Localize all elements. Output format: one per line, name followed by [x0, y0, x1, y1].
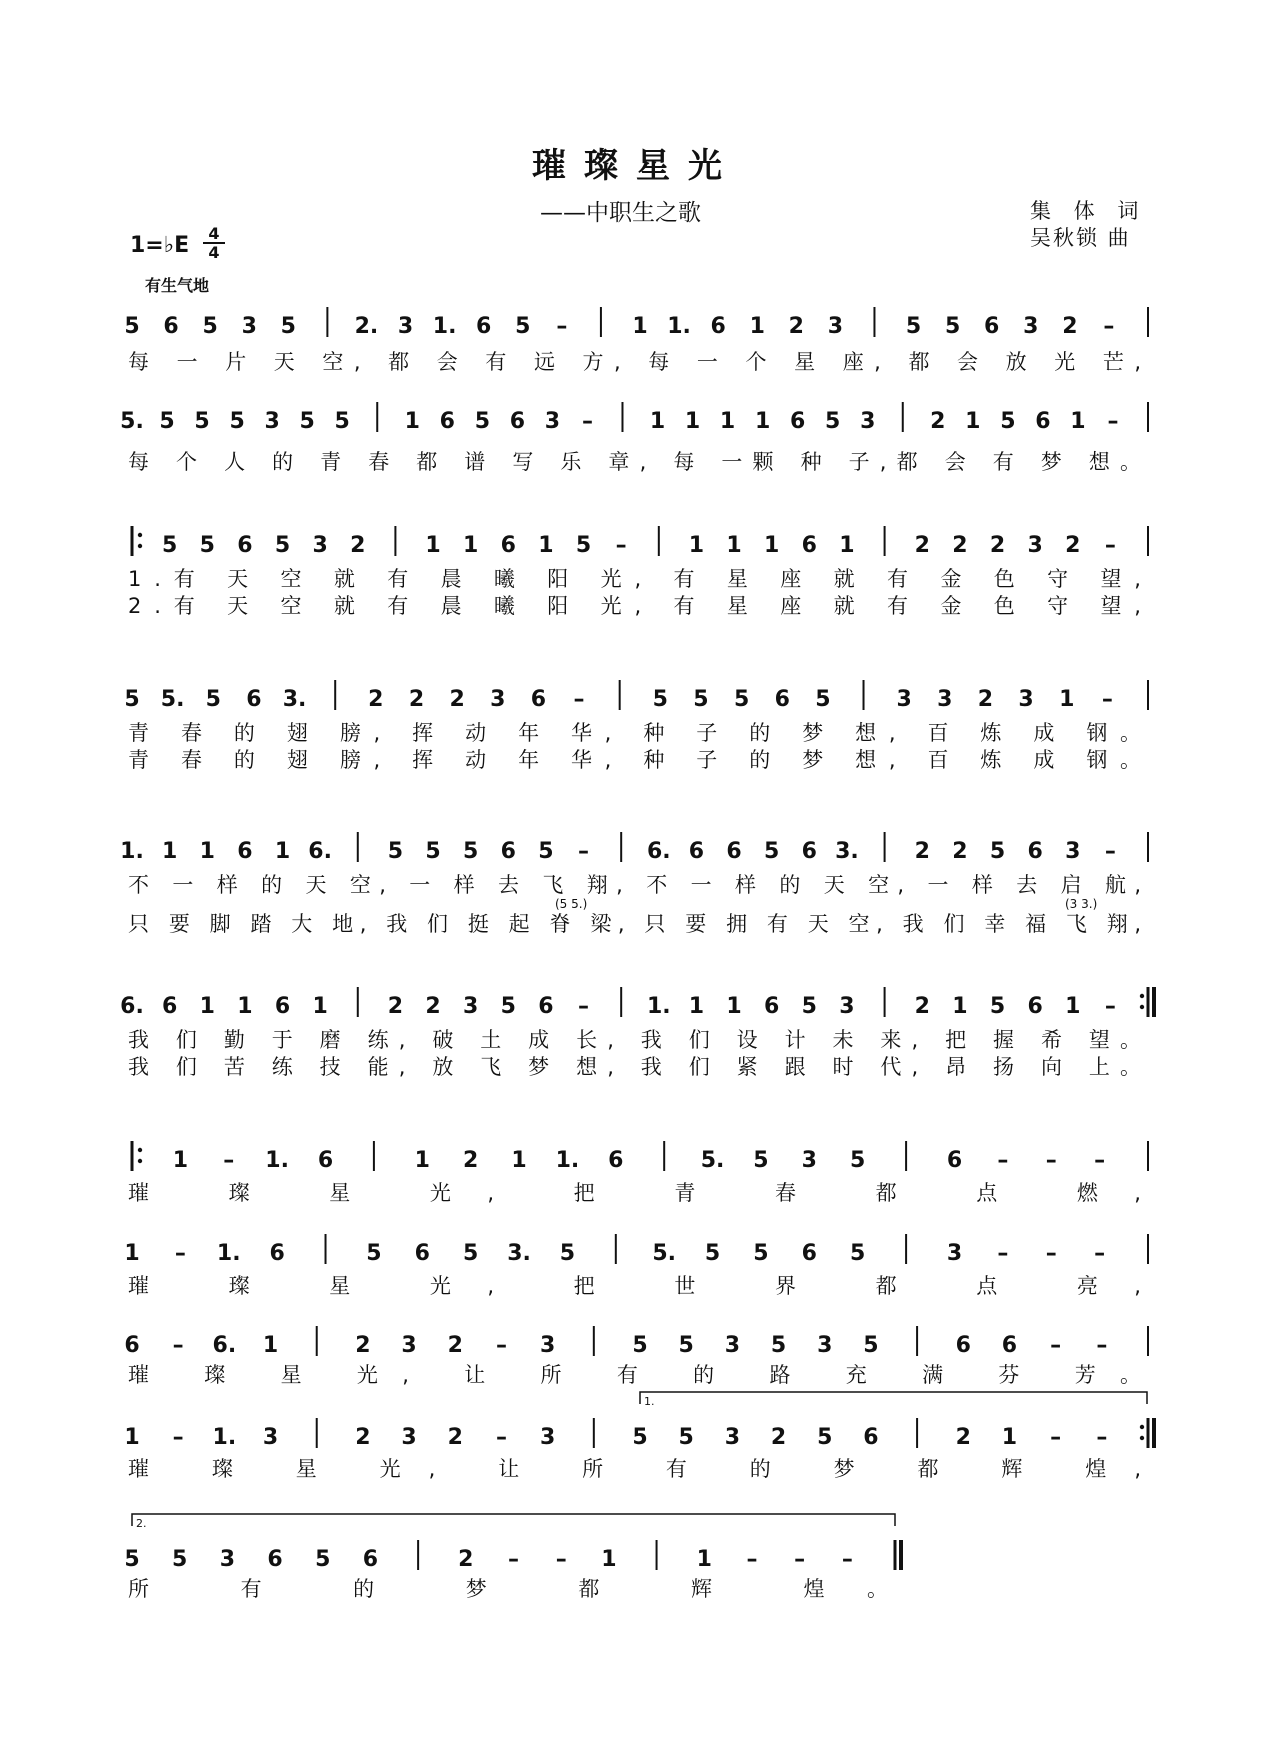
- note: 5: [500, 994, 516, 1019]
- note: 6: [1035, 409, 1051, 434]
- note: 2: [955, 1425, 971, 1450]
- note: 6: [163, 314, 179, 339]
- note: –: [578, 839, 590, 864]
- note: 1: [124, 1425, 140, 1450]
- note: 3: [463, 994, 479, 1019]
- note: 3.: [507, 1241, 531, 1266]
- note: –: [1104, 994, 1116, 1019]
- note: 5: [515, 314, 531, 339]
- note: 1: [649, 409, 666, 434]
- song-subtitle: ——中职生之歌: [540, 200, 701, 226]
- note: 2: [425, 994, 441, 1019]
- note: 1: [414, 1148, 430, 1173]
- note: 5: [678, 1333, 694, 1358]
- lyric-line: 所 有 的 梦 都 辉 煌。: [128, 1577, 889, 1601]
- note: 1: [463, 533, 479, 558]
- note: 1.: [432, 314, 457, 339]
- repeat-dot: [1140, 1005, 1144, 1009]
- lyric-line: 只 要 脚 踏 大 地, 我 们 挺 起 脊 梁, 只 要 拥 有 天 空, 我 们 幸 福 飞 翔,: [128, 912, 1142, 936]
- note: 2: [930, 409, 946, 434]
- note: 5: [299, 409, 315, 434]
- note: 1: [688, 994, 705, 1019]
- note: –: [997, 1148, 1009, 1173]
- note: 6.: [308, 839, 332, 864]
- note: 6.: [120, 994, 144, 1019]
- note: 1: [172, 1148, 189, 1173]
- note: 6: [801, 839, 817, 864]
- note: –: [1104, 533, 1116, 558]
- lyric-line: 我 们 勤 于 磨 练, 破 土 成 长, 我 们 设 计 未 来, 把 握 希 望。: [128, 1028, 1141, 1052]
- lyric-line: 璀 璨 星 光, 让 所 有 的 路 充 满 芬 芳。: [128, 1363, 1141, 1387]
- note: 1: [199, 839, 215, 864]
- note: 5: [538, 839, 554, 864]
- note: 6: [608, 1148, 624, 1173]
- note: 2: [355, 1333, 371, 1358]
- note: 6: [774, 687, 790, 712]
- note: –: [172, 1425, 184, 1450]
- note: 2: [1065, 533, 1081, 558]
- note: 1: [696, 1547, 712, 1572]
- note: 1: [754, 409, 771, 434]
- note: 6: [237, 839, 253, 864]
- note: 6.: [212, 1333, 237, 1358]
- note: 5: [474, 409, 491, 434]
- note: 6: [538, 994, 554, 1019]
- note: 2: [368, 687, 384, 712]
- note: 3: [1023, 314, 1039, 339]
- repeat-dot: [1140, 1425, 1144, 1429]
- note: 1.: [120, 839, 144, 864]
- note: 2: [770, 1425, 787, 1450]
- note: 2: [788, 314, 804, 339]
- lyric-line: 璀 璨 星 光, 把 世 界 都 点 亮,: [128, 1274, 1141, 1298]
- note: 1: [1001, 1425, 1018, 1450]
- lyric-line: 1.有 天 空 就 有 晨 曦 阳 光, 有 星 座 就 有 金 色 守 望,: [128, 567, 1141, 591]
- note: 5: [334, 409, 350, 434]
- note: 1.: [555, 1148, 580, 1173]
- note: 6: [764, 994, 780, 1019]
- note: –: [1094, 1241, 1106, 1266]
- note: 3: [262, 1425, 279, 1450]
- note: 5: [989, 994, 1006, 1019]
- note: –: [508, 1547, 519, 1572]
- note: 5.: [120, 409, 144, 434]
- note: –: [573, 687, 585, 712]
- note: 6: [688, 839, 705, 864]
- note: 6: [984, 314, 1000, 339]
- note: 6: [414, 1241, 430, 1266]
- note: 5: [229, 409, 245, 434]
- note: 1: [684, 409, 701, 434]
- note: 2: [458, 1547, 474, 1572]
- note: 5: [172, 1547, 188, 1572]
- note: 2: [447, 1425, 463, 1450]
- note: 6: [274, 994, 291, 1019]
- note: 5: [559, 1241, 576, 1266]
- note: 1: [1065, 994, 1081, 1019]
- note: 3: [312, 533, 328, 558]
- alternate-note-mark: (3 3.): [1065, 897, 1098, 911]
- note: 1.: [216, 1241, 241, 1266]
- note: –: [1103, 314, 1115, 339]
- note: 5: [764, 839, 780, 864]
- note: 5: [850, 1241, 866, 1266]
- note: 1: [161, 839, 178, 864]
- note: 6: [317, 1148, 334, 1173]
- lyric-line: 青 春 的 翅 膀, 挥 动 年 华, 种 子 的 梦 想, 百 炼 成 钢。: [128, 748, 1141, 772]
- note: 3: [490, 687, 506, 712]
- note: –: [1096, 1333, 1108, 1358]
- note: 3: [860, 409, 876, 434]
- note: 3: [839, 994, 855, 1019]
- note: 3.: [835, 839, 859, 864]
- note: –: [172, 1333, 184, 1358]
- note: 6: [267, 1547, 283, 1572]
- note: –: [1050, 1333, 1062, 1358]
- repeat-dot: [138, 1159, 142, 1163]
- note: –: [1096, 1425, 1108, 1450]
- note: 1: [719, 409, 736, 434]
- lyric-line: 每 一 片 天 空, 都 会 有 远 方, 每 一 个 星 座, 都 会 放 光 芒,: [128, 350, 1142, 374]
- note: 3: [896, 687, 912, 712]
- note: 2: [914, 839, 930, 864]
- note: –: [1045, 1241, 1057, 1266]
- note: 2: [914, 994, 930, 1019]
- note: –: [556, 314, 568, 339]
- note: 3: [1027, 533, 1043, 558]
- note: 1: [1059, 687, 1075, 712]
- note: 5: [124, 1547, 140, 1572]
- note: 2: [447, 1333, 463, 1358]
- note: –: [1101, 687, 1113, 712]
- note: 5: [425, 839, 441, 864]
- note: 6: [1027, 839, 1043, 864]
- alternate-note-mark: (5 5.): [555, 897, 588, 911]
- note: 6: [509, 409, 526, 434]
- note: 5: [815, 687, 831, 712]
- note: 6: [710, 314, 726, 339]
- note: 6: [500, 533, 516, 558]
- note: 2: [1062, 314, 1078, 339]
- volta-bracket: [132, 1514, 895, 1526]
- note: 5: [280, 314, 296, 339]
- note: 3: [724, 1333, 741, 1358]
- note: 1: [749, 314, 765, 339]
- note: 1: [511, 1148, 527, 1173]
- note: 1: [764, 533, 780, 558]
- note: 5: [161, 533, 178, 558]
- note: 6: [269, 1241, 285, 1266]
- repeat-dot: [138, 533, 142, 537]
- lyric-line: 每 个 人 的 青 春 都 谱 写 乐 章, 每 一颗 种 子,都 会 有 梦 想。: [128, 450, 1141, 474]
- note: 2: [952, 839, 968, 864]
- note: 5: [463, 1241, 479, 1266]
- note: –: [495, 1333, 507, 1358]
- note: 5: [678, 1425, 694, 1450]
- note: 5: [315, 1547, 331, 1572]
- note: 1.: [667, 314, 691, 339]
- note: 3: [539, 1333, 556, 1358]
- time-signature-bottom: 4: [208, 243, 220, 262]
- note: 1.: [265, 1148, 289, 1173]
- lyricist-credit: 集 体 词: [1030, 199, 1147, 223]
- note: 2: [914, 533, 930, 558]
- note: 6: [801, 533, 817, 558]
- note: 6: [1001, 1333, 1018, 1358]
- note: 2.: [354, 314, 379, 339]
- note: 6: [439, 409, 455, 434]
- note: –: [1107, 409, 1119, 434]
- note: 5: [463, 839, 479, 864]
- note: –: [1045, 1148, 1057, 1173]
- composer-credit: 吴秋锁 曲: [1030, 226, 1131, 250]
- note: 6: [863, 1425, 879, 1450]
- note: 6: [161, 994, 178, 1019]
- note: 5: [905, 314, 922, 339]
- note: 3: [1065, 839, 1081, 864]
- time-signature-top: 4: [203, 225, 225, 244]
- note: 1: [425, 533, 441, 558]
- note: 1: [274, 839, 291, 864]
- note: –: [997, 1241, 1009, 1266]
- note: 1: [404, 409, 420, 434]
- note: 5: [704, 1241, 721, 1266]
- note: 1.: [212, 1425, 237, 1450]
- note: 6: [801, 1241, 817, 1266]
- note: 6: [246, 687, 262, 712]
- song-title: 璀璨星光: [532, 146, 740, 186]
- note: 5: [652, 687, 668, 712]
- note: 3: [817, 1333, 833, 1358]
- note: 1: [726, 994, 742, 1019]
- note: 5: [825, 409, 841, 434]
- repeat-dot: [138, 544, 142, 548]
- note: –: [495, 1425, 507, 1450]
- note: –: [841, 1547, 853, 1572]
- note: 5: [366, 1241, 382, 1266]
- note: 5: [632, 1333, 648, 1358]
- note: 6: [955, 1333, 971, 1358]
- note: 1: [839, 533, 855, 558]
- note: 3.: [282, 687, 307, 712]
- note: –: [1050, 1425, 1062, 1450]
- key-signature: 1=♭E: [130, 233, 190, 258]
- note: –: [746, 1547, 758, 1572]
- note: 5: [199, 533, 215, 558]
- lyric-line: 不 一 样 的 天 空, 一 样 去 飞 翔, 不 一 样 的 天 空, 一 样 去 启 航,: [128, 873, 1141, 897]
- note: 6: [362, 1547, 379, 1572]
- note: –: [794, 1547, 806, 1572]
- note: 2: [449, 687, 465, 712]
- note: 5.: [700, 1148, 725, 1173]
- repeat-dot: [1140, 1436, 1144, 1440]
- note: 5: [387, 839, 404, 864]
- note: 1: [312, 994, 328, 1019]
- lyric-line: 璀 璨 星 光, 让 所 有 的 梦 都 辉 煌,: [128, 1457, 1141, 1481]
- note: 6: [789, 409, 806, 434]
- note: –: [581, 409, 593, 434]
- note: 5: [194, 409, 210, 434]
- note: 5: [202, 314, 218, 339]
- note: 6: [1027, 994, 1043, 1019]
- note: 5: [863, 1333, 879, 1358]
- note: 3: [937, 687, 953, 712]
- note: 1.: [646, 994, 671, 1019]
- note: 3: [827, 314, 844, 339]
- note: 5: [274, 533, 291, 558]
- note: 5: [124, 687, 140, 712]
- note: 1: [601, 1547, 617, 1572]
- note: 5: [205, 687, 221, 712]
- note: 2: [989, 533, 1006, 558]
- note: 3: [724, 1425, 741, 1450]
- note: 2: [952, 533, 968, 558]
- note: 6: [946, 1148, 963, 1173]
- lyric-line: 璀 璨 星 光, 把 青 春 都 点 燃,: [128, 1181, 1141, 1205]
- note: 1: [124, 1241, 140, 1266]
- repeat-dot: [1140, 994, 1144, 998]
- note: 1: [199, 994, 215, 1019]
- lyric-line: 青 春 的 翅 膀, 挥 动 年 华, 种 子 的 梦 想, 百 炼 成 钢。: [128, 721, 1141, 745]
- note: 2: [387, 994, 404, 1019]
- note: 5: [989, 839, 1006, 864]
- note: –: [174, 1241, 186, 1266]
- note: 1: [726, 533, 742, 558]
- note: 6.: [646, 839, 671, 864]
- note: 1: [262, 1333, 279, 1358]
- lyric-line: 2.有 天 空 就 有 晨 曦 阳 光, 有 星 座 就 有 金 色 守 望,: [128, 594, 1141, 618]
- note: 3: [539, 1425, 556, 1450]
- note: 6: [726, 839, 742, 864]
- note: 5: [850, 1148, 866, 1173]
- note: 5: [801, 994, 817, 1019]
- note: 3: [401, 1425, 417, 1450]
- note: 5: [944, 314, 961, 339]
- note: 1: [965, 409, 981, 434]
- note: –: [578, 994, 590, 1019]
- note: 6: [237, 533, 253, 558]
- note: 5: [753, 1148, 769, 1173]
- note: 5: [770, 1333, 787, 1358]
- note: 5: [817, 1425, 833, 1450]
- repeat-dot: [138, 1148, 142, 1152]
- note: –: [555, 1547, 567, 1572]
- note: 1: [952, 994, 968, 1019]
- note: 5: [693, 687, 709, 712]
- note: 2: [408, 687, 425, 712]
- note: 6: [500, 839, 516, 864]
- note: –: [223, 1148, 235, 1173]
- note: 3: [801, 1148, 817, 1173]
- note: 5: [632, 1425, 648, 1450]
- lyric-line: 我 们 苦 练 技 能, 放 飞 梦 想, 我 们 紧 跟 时 代, 昂 扬 向 上。: [128, 1055, 1141, 1079]
- note: 5: [1000, 409, 1016, 434]
- note: 6: [124, 1333, 140, 1358]
- note: 1: [538, 533, 554, 558]
- note: 5: [753, 1241, 769, 1266]
- note: 5: [159, 409, 175, 434]
- note: –: [615, 533, 627, 558]
- note: 2: [463, 1148, 479, 1173]
- note: 3: [241, 314, 257, 339]
- note: 5: [733, 687, 750, 712]
- note: 3: [946, 1241, 963, 1266]
- note: 3: [401, 1333, 417, 1358]
- note: 5.: [160, 687, 185, 712]
- note: 3: [219, 1547, 236, 1572]
- note: 6: [476, 314, 492, 339]
- note: 5: [124, 314, 140, 339]
- note: 1: [237, 994, 253, 1019]
- note: 5.: [652, 1241, 677, 1266]
- note: 5: [575, 533, 592, 558]
- note: 3: [264, 409, 280, 434]
- tempo-marking: 有生气地: [145, 276, 210, 295]
- note: 3: [544, 409, 561, 434]
- note: 3: [1018, 687, 1034, 712]
- volta-bracket: [640, 1392, 1147, 1404]
- note: 6: [530, 687, 547, 712]
- volta-number: 1.: [644, 1395, 655, 1408]
- note: 1: [1070, 409, 1086, 434]
- note: –: [1104, 839, 1116, 864]
- volta-number: 2.: [136, 1517, 147, 1530]
- note: 3: [397, 314, 414, 339]
- note: 2: [977, 687, 994, 712]
- note: –: [1094, 1148, 1106, 1173]
- note: 2: [355, 1425, 371, 1450]
- note: 2: [350, 533, 366, 558]
- note: 1: [688, 533, 705, 558]
- note: 1: [632, 314, 648, 339]
